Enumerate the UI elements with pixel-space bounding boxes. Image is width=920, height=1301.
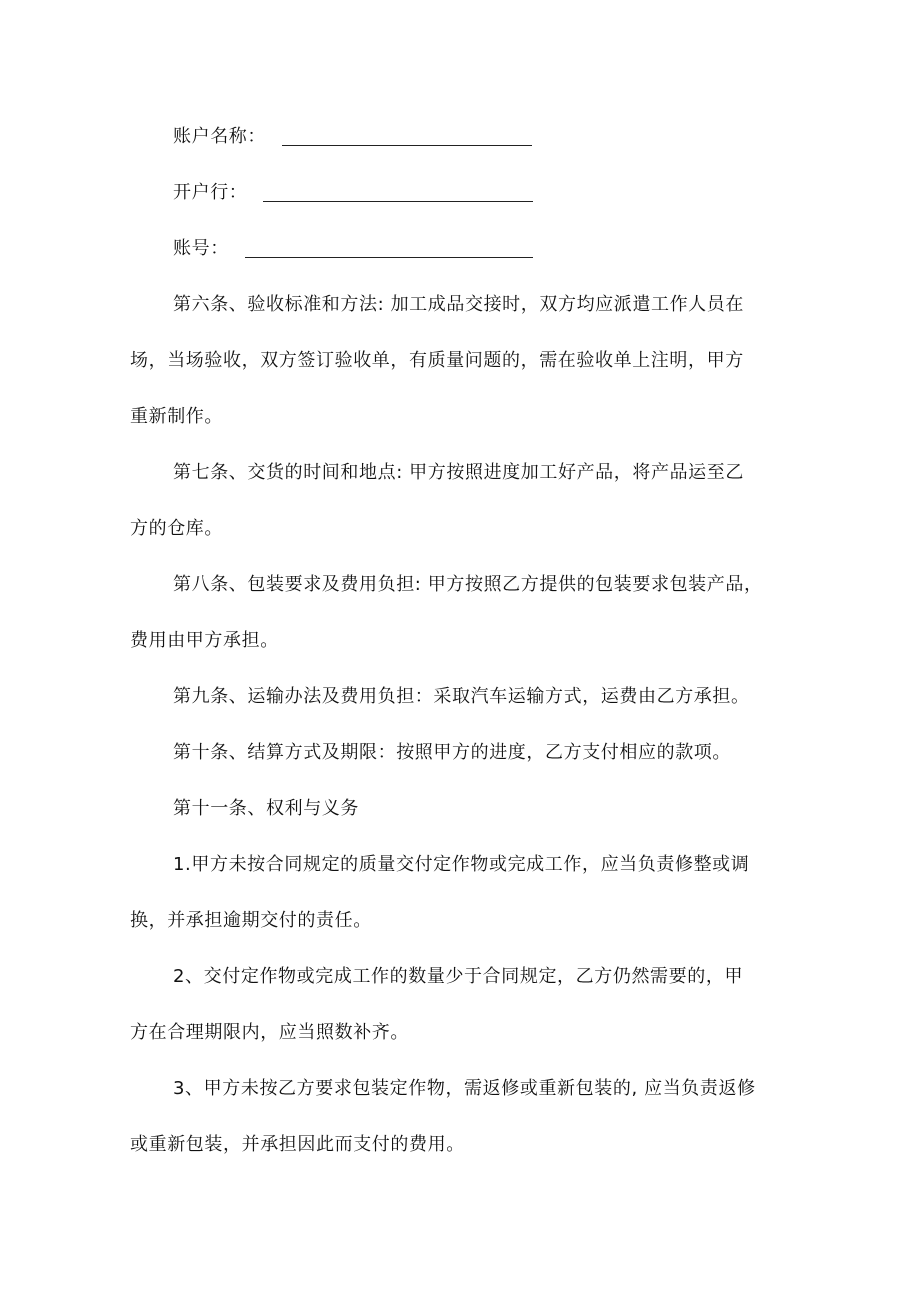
- clause-2-line-1: 2、交付定作物或完成工作的数量少于合同规定，乙方仍然需要的，甲: [173, 966, 744, 987]
- article-6-line-2: 场，当场验收，双方签订验收单，有质量问题的，需在验收单上注明，甲方: [130, 350, 744, 371]
- account-number-blank[interactable]: [245, 239, 533, 258]
- clause-2-line-2: 方在合理期限内，应当照数补齐。: [130, 1022, 409, 1043]
- account-name-field: [0, 122, 920, 152]
- account-number-field: [0, 234, 920, 264]
- article-7-line-2: 方的仓库。: [130, 518, 223, 539]
- bank-field: [0, 178, 920, 208]
- clause-3-line-1: 3、甲方未按乙方要求包装定作物，需返修或重新包装的, 应当负责返修: [173, 1078, 756, 1099]
- clause-3-line-2: 或重新包装，并承担因此而支付的费用。: [130, 1134, 465, 1155]
- bank-blank[interactable]: [263, 183, 533, 202]
- account-number-label: 账号：: [173, 238, 229, 259]
- article-11-heading: 第十一条、权利与义务: [173, 798, 359, 819]
- clause-1-line-1: 1.甲方未按合同规定的质量交付定作物或完成工作，应当负责修整或调: [173, 854, 750, 875]
- account-name-blank[interactable]: [282, 127, 532, 146]
- clause-1-line-2: 换，并承担逾期交付的责任。: [130, 910, 372, 931]
- article-8-line-1: 第八条、包装要求及费用负担: 甲方按照乙方提供的包装要求包装产品，: [173, 574, 763, 595]
- bank-label: 开户行：: [173, 182, 248, 203]
- article-6-line-1: 第六条、验收标准和方法: 加工成品交接时，双方均应派遣工作人员在: [173, 294, 744, 315]
- article-7-line-1: 第七条、交货的时间和地点: 甲方按照进度加工好产品，将产品运至乙: [173, 462, 744, 483]
- article-9-line-1: 第九条、运输办法及费用负担：采取汽车运输方式，运费由乙方承担。: [173, 686, 750, 707]
- article-10-line-1: 第十条、结算方式及期限：按照甲方的进度，乙方支付相应的款项。: [173, 742, 731, 763]
- article-8-line-2: 费用由甲方承担。: [130, 630, 279, 651]
- article-6-line-3: 重新制作。: [130, 406, 223, 427]
- account-name-label: 账户名称：: [173, 126, 266, 147]
